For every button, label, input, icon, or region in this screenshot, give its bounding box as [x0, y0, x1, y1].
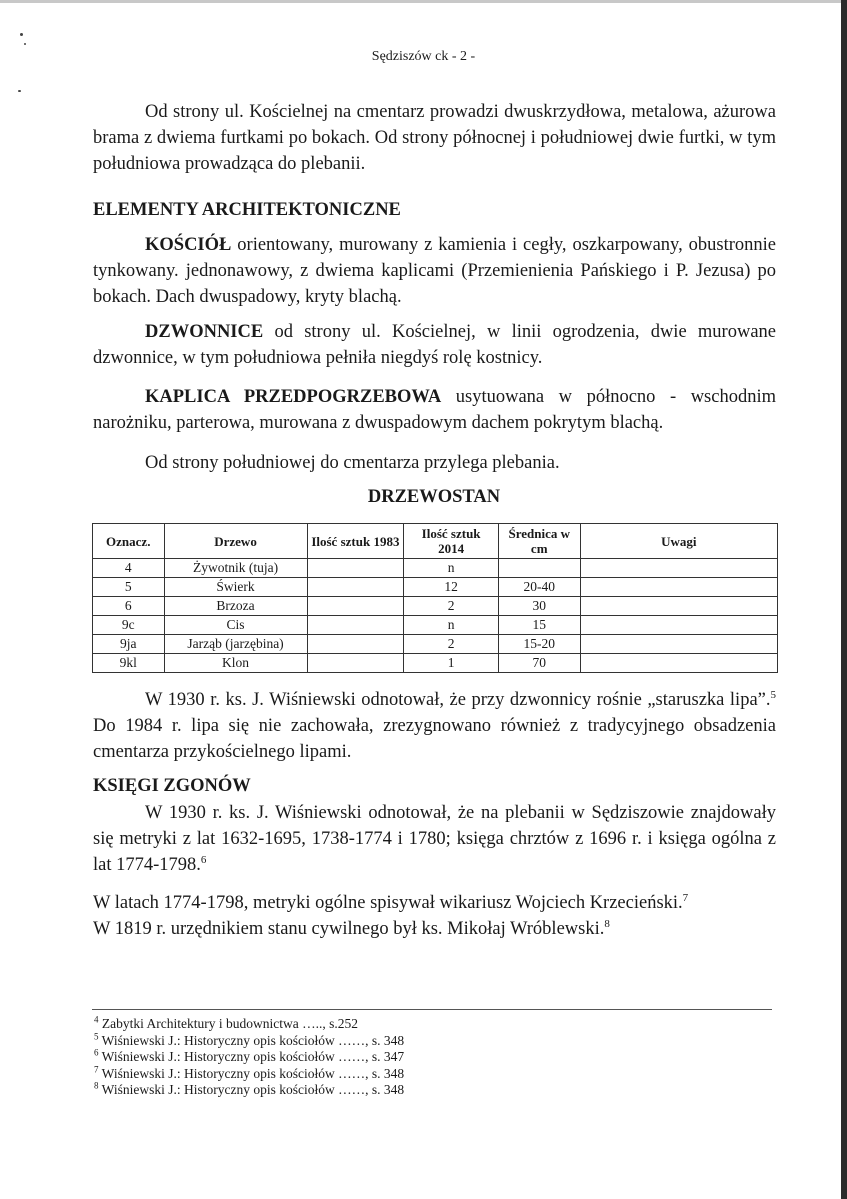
table-cell: Jarząb (jarzębina) [164, 635, 307, 654]
table-cell [498, 559, 580, 578]
footnote-separator [92, 1009, 772, 1010]
linden-text-end: Do 1984 r. lipa się nie zachowała, zrezygnowano również z tradycyjnego obsadzenia cmentarza przykościelnego lipami. [93, 716, 776, 762]
scan-speck [20, 33, 23, 36]
table-cell: 2 [404, 635, 499, 654]
footnote [94, 1066, 404, 1083]
chapel-paragraph [93, 384, 776, 436]
header-cell: Uwagi [580, 524, 777, 559]
table-cell: Żywotnik (tuja) [164, 559, 307, 578]
scan-speck [18, 90, 21, 92]
footnote-number: 7 [94, 1064, 99, 1074]
chapel-description: usytuowana w północno - wschodnim narożniku, parterowa, murowana z dwuspadowym dachem pokrytym blachą. [93, 387, 776, 433]
footnote-number: 5 [94, 1031, 99, 1041]
trees-table [92, 523, 778, 673]
footnote-text: Wiśniewski J.: Historyczny opis kościołów ……, s. 347 [101, 1049, 405, 1064]
belfries-description: od strony ul. Kościelnej, w linii ogrodzenia, dwie murowane dzwonnice, w tym południowa pełniła niegdyś rolę kostnicy. [93, 322, 776, 368]
rectory-paragraph: Od strony południowej do cmentarza przylega plebania. [145, 453, 560, 473]
table-row [93, 616, 778, 635]
linden-paragraph [93, 687, 776, 765]
footnote-text: Zabytki Architektury i budownictwa ….., s.252 [101, 1016, 358, 1031]
table-cell [580, 597, 777, 616]
table-cell [580, 578, 777, 597]
table-cell [307, 597, 404, 616]
table-row [93, 635, 778, 654]
header-cell: Średnica w cm [498, 524, 580, 559]
footnote-text: Wiśniewski J.: Historyczny opis kościołów ……, s. 348 [101, 1065, 405, 1081]
table-cell [307, 635, 404, 654]
table-cell [580, 616, 777, 635]
header-cell: Ilość sztuk 1983 [307, 524, 404, 559]
vicar-text: W latach 1774-1798, metryki ogólne spisywał wikariusz Wojciech Krzecieński. [93, 893, 683, 913]
table-cell [580, 654, 777, 673]
table-cell: 2 [404, 597, 499, 616]
table-cell: 9kl [93, 654, 165, 673]
table-cell [307, 616, 404, 635]
section-heading-books: KSIĘGI ZGONÓW [93, 776, 251, 796]
linden-text-start: W 1930 r. ks. J. Wiśniewski odnotował, że przy dzwonnicy rośnie „staruszka lipa”. [145, 690, 771, 710]
church-term: KOŚCIÓŁ [145, 235, 232, 255]
section-heading-trees: DRZEWOSTAN [367, 487, 501, 507]
books-text: W 1930 r. ks. J. Wiśniewski odnotował, że na plebanii w Sędziszowie znajdowały się metryki z lat 1632-1695, 1738-1774 i 1780; księga chrztów z 1696 r. i księga ogólna z lat 1774-1798. [93, 803, 776, 875]
table-cell: 30 [498, 597, 580, 616]
table-cell [307, 654, 404, 673]
church-paragraph [93, 232, 776, 310]
books-paragraph [93, 800, 776, 878]
scan-edge-right [841, 0, 847, 1199]
footnote-ref: 6 [200, 853, 207, 866]
footnote-number: 6 [94, 1047, 99, 1058]
table-cell: 4 [93, 559, 165, 578]
footnote [94, 1033, 404, 1050]
chapel-term: KAPLICA PRZEDPOGRZEBOWA [145, 387, 442, 407]
table-cell [307, 578, 404, 597]
footnote [94, 1082, 404, 1099]
table-cell: 5 [93, 578, 165, 597]
table-cell [307, 559, 404, 578]
table-cell [580, 559, 777, 578]
page-header: Sędziszów ck - 2 - [371, 49, 476, 64]
table-cell: Świerk [164, 578, 307, 597]
table-row [93, 559, 778, 578]
footnote-text: Wiśniewski J.: Historyczny opis kościołów ……, s. 348 [101, 1032, 405, 1048]
footnote-ref: 8 [604, 917, 610, 930]
footnote [94, 1016, 404, 1033]
table-cell: Brzoza [164, 597, 307, 616]
header-cell: Oznacz. [93, 524, 165, 559]
registrar-text: W 1819 r. urzędnikiem stanu cywilnego był ks. Mikołaj Wróblewski. [93, 919, 605, 939]
registrar-paragraph [93, 916, 783, 942]
table-cell: Cis [164, 616, 307, 635]
table-cell: 12 [404, 578, 499, 597]
table-cell: 6 [93, 597, 165, 616]
footnote-ref: 5 [770, 688, 776, 701]
intro-paragraph: Od strony ul. Kościelnej na cmentarz prowadzi dwuskrzydłowa, metalowa, ażurowa brama z dwiema furtkami po bokach. Od strony północnej i południowej dwie furtki, w tym południowa prowadząca do plebanii. [93, 102, 776, 174]
table-row [93, 654, 778, 673]
scan-speck [24, 43, 26, 45]
footnote-ref: 7 [682, 891, 689, 904]
belfries-paragraph [93, 319, 776, 371]
footnote-text: Wiśniewski J.: Historyczny opis kościołów ……, s. 348 [101, 1082, 405, 1097]
scan-edge-top [0, 0, 847, 3]
table-row [93, 578, 778, 597]
belfries-term: DZWONNICE [145, 322, 264, 342]
vicar-paragraph [93, 890, 783, 916]
table-cell: 20-40 [498, 578, 580, 597]
table-cell: n [404, 616, 499, 635]
table-row [93, 597, 778, 616]
section-heading-architecture: ELEMENTY ARCHITEKTONICZNE [93, 200, 401, 220]
table-cell: 9ja [93, 635, 165, 654]
table-cell: Klon [164, 654, 307, 673]
header-cell: Drzewo [164, 524, 307, 559]
table-cell: n [404, 559, 499, 578]
table-cell [580, 635, 777, 654]
footnotes [94, 1016, 404, 1099]
footnote-number: 8 [94, 1080, 99, 1091]
footnote [94, 1049, 404, 1066]
table-cell: 1 [404, 654, 499, 673]
footnote-number: 4 [94, 1014, 99, 1025]
church-description: orientowany, murowany z kamienia i cegły, oszkarpowany, obustronnie tynkowany. jednonawowy, z dwiema kaplicami (Przemienienia Pańskiego i P. Jezusa) po bokach. Dach dwuspadowy, kryty blachą. [93, 235, 776, 307]
table-header-row [93, 524, 778, 559]
table-cell: 70 [498, 654, 580, 673]
header-cell: Ilość sztuk 2014 [404, 524, 499, 559]
table-cell: 9c [93, 616, 165, 635]
table-cell: 15 [498, 616, 580, 635]
table-cell: 15-20 [498, 635, 580, 654]
